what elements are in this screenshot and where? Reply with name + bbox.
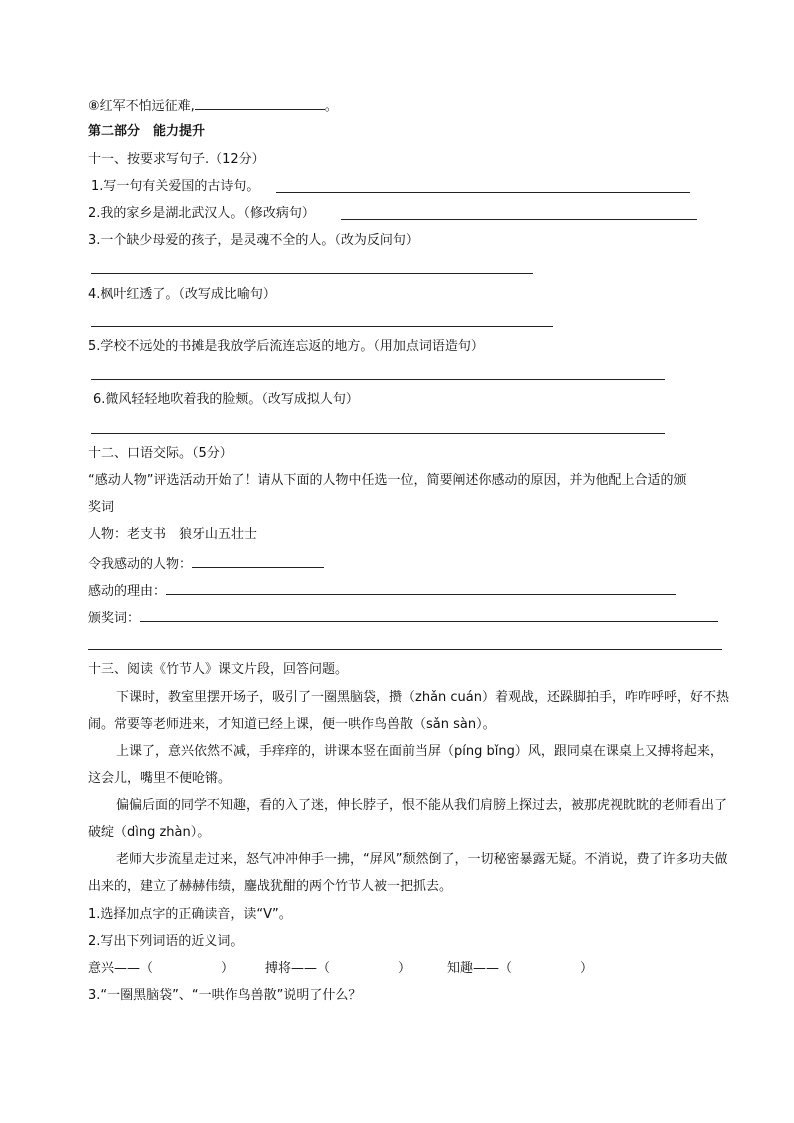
sec13-q3: 3.“一圈黑脑袋”、“一哄作鸟兽散”说明了什么？ (88, 988, 362, 1003)
sec11-answer-line-5[interactable] (91, 379, 665, 380)
passage-paragraph-2: 上课了，意兴依然不减，手痒痒的，讲课本竖在面前当屏（píng bǐng）风，跟同桌在课桌上又搏将起来，这会儿，嘴里不便呛锵。 (88, 744, 723, 786)
sec11-item-6: 6.微风轻轻地吹着我的脸颊。（改写成拟人句） (93, 392, 359, 407)
sec11-answer-line-3[interactable] (91, 273, 533, 274)
sec11-answer-line-2[interactable] (341, 219, 697, 220)
synonym-item-2 (265, 959, 411, 979)
sec12-reason-line (88, 580, 676, 602)
synonym-close-3: ） (580, 961, 594, 976)
synonym-close-2: ） (398, 961, 412, 976)
synonym-item-3 (447, 959, 593, 979)
synonym-item-1 (88, 959, 234, 979)
synonym-close-1: ） (221, 961, 235, 976)
sec11-answer-line-4[interactable] (91, 326, 553, 327)
sec12-heading: 十二、口语交际。（5分） (88, 446, 233, 461)
synonym-word-3: 知趣——（ (447, 961, 513, 976)
sec13-heading: 十三、阅读《竹节人》课文片段，回答问题。 (88, 662, 349, 677)
passage-paragraph-4: 老师大步流星走过来，怒气冲冲伸手一拂，“屏风”颓然倒了，一切秘密暴露无疑。不消说，费了许多功夫做出来的，建立了赫赫伟绩，鏖战犹酣的两个竹节人被一把抓去。 (88, 852, 728, 894)
q8-text: ⑧红军不怕远征难, (88, 99, 195, 114)
sec12-chosen-line (88, 553, 324, 575)
q8-blank[interactable] (195, 95, 325, 110)
sec12-people: 人物：老支书 狼牙山五壮士 (88, 527, 258, 542)
sec12-award-line-2[interactable] (88, 649, 722, 650)
sec11-heading: 十一、按要求写句子.（12分） (88, 152, 265, 167)
passage-paragraph-1: 下课时，教室里摆开场子，吸引了一圈黑脑袋，攒（zhǎn cuán）着观战，还跺脚拍手，咋咋呼呼，好不热闹。常要等老师进来，才知道已经上课，便一哄作鸟兽散（sǎn sàn）。 (88, 690, 729, 732)
passage-paragraph-3: 偏偏后面的同学不知趣，看的入了迷，伸长脖子，恨不能从我们肩膀上探过去，被那虎视眈眈的老师看出了破绽（dìng zhàn）。 (88, 798, 728, 840)
sec13-q2: 2.写出下列词语的近义词。 (88, 934, 244, 949)
sec12-award-blank[interactable] (140, 607, 718, 622)
sec12-reason-label: 感动的理由： (88, 584, 167, 599)
sec12-reason-blank[interactable] (166, 580, 676, 595)
synonym-word-1: 意兴——（ (88, 961, 154, 976)
sec11-item-1: 1.写一句有关爱国的古诗句。 (91, 179, 260, 194)
sec11-item-4: 4.枫叶红透了。（改写成比喻句） (88, 287, 276, 302)
sec11-item-3: 3.一个缺少母爱的孩子，是灵魂不全的人。（改为反问句） (88, 233, 419, 248)
q8-end: 。 (324, 99, 338, 114)
sec12-award-label: 颁奖词： (88, 611, 141, 626)
sec12-prompt-line1: “感动人物”评选活动开始了！请从下面的人物中任选一位，简要阐述你感动的原因，并为他配上合适的颁 (88, 473, 687, 488)
sec12-chosen-blank[interactable] (192, 553, 324, 568)
sec11-item-5: 5.学校不远处的书摊是我放学后流连忘返的地方。（用加点词语造句） (88, 339, 484, 354)
sec11-item-2: 2.我的家乡是湖北武汉人。（修改病句） (88, 206, 315, 221)
sec11-answer-line-6[interactable] (91, 433, 665, 434)
sec13-q1: 1.选择加点字的正确读音，读“V”。 (88, 907, 292, 922)
sec12-prompt-line2: 奖词 (88, 500, 115, 515)
part2-title: 第二部分 能力提升 (88, 124, 206, 139)
sec12-award-line (88, 607, 718, 629)
sec11-answer-line-1[interactable] (276, 192, 690, 193)
q8-line (88, 95, 338, 117)
synonym-word-2: 搏将——（ (265, 961, 331, 976)
sec12-chosen-label: 令我感动的人物： (88, 557, 193, 572)
